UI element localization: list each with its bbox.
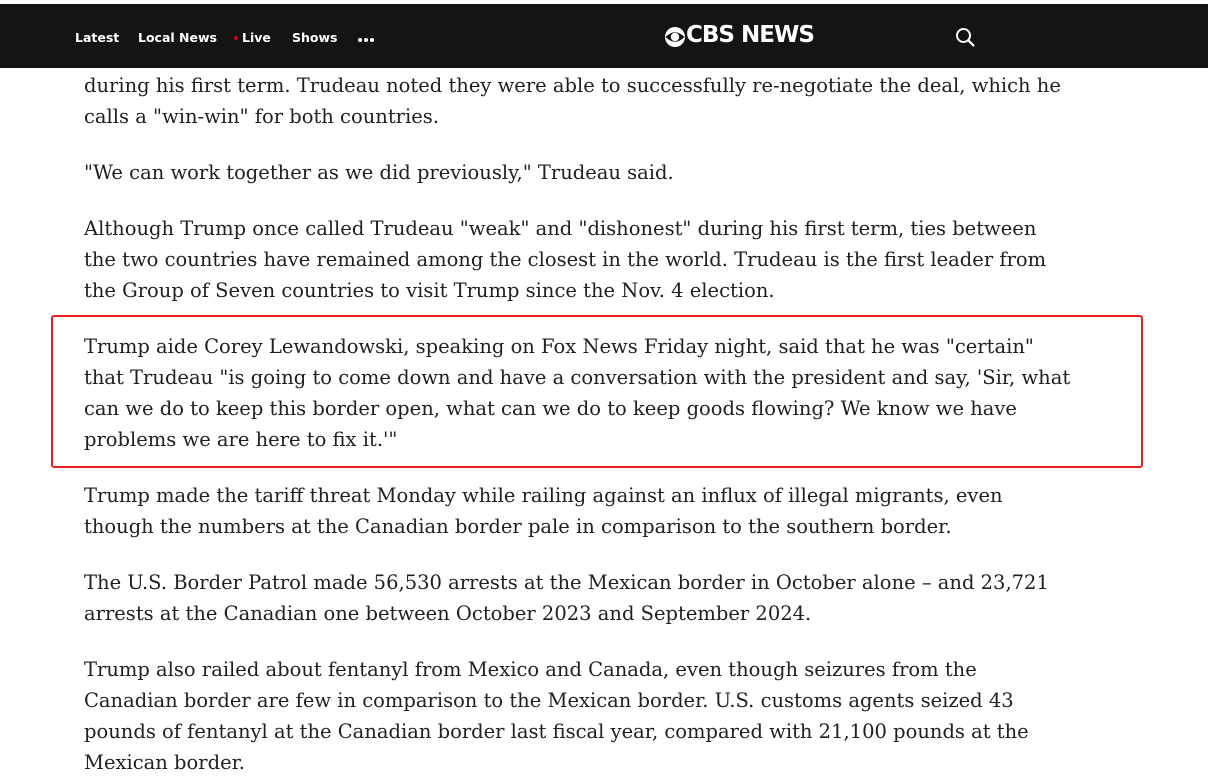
top-navbar [0, 4, 1208, 68]
nav-live[interactable] [234, 4, 271, 68]
nav-local-news[interactable]: Local News [138, 30, 217, 45]
logo-wordmark: CBS NEWS [686, 22, 814, 48]
article-paragraph: The U.S. Border Patrol made 56,530 arrests at the Mexican border in October alone – and 23,721 arrests at the Canadian one between October 2023 and September 2024. [84, 571, 1049, 625]
more-dots-icon[interactable] [358, 4, 378, 68]
article-paragraph-highlighted: Trump aide Corey Lewandowski, speaking on Fox News Friday night, said that he was "certain" that Trudeau "is going to come down and have a conversation with the president and say, 'Sir, what can we do to keep this border open, what can we do to keep goods flowing? We know we have problems we are here to fix it.'" [84, 335, 1071, 451]
nav-shows[interactable]: Shows [292, 30, 338, 45]
nav-live-label: Live [242, 30, 271, 45]
article-paragraph: Trump made the tariff threat Monday while railing against an influx of illegal migrants, even though the numbers at the Canadian border pale in comparison to the southern border. [84, 484, 1003, 538]
article-paragraph: "We can work together as we did previously," Trudeau said. [84, 161, 674, 184]
cbs-news-logo[interactable] [662, 4, 812, 68]
search-icon[interactable] [954, 26, 976, 48]
highlight-box [51, 315, 1143, 468]
cbs-eye-icon [664, 26, 686, 48]
nav-latest[interactable]: Latest [75, 30, 120, 45]
article-paragraph: Trump also railed about fentanyl from Mexico and Canada, even though seizures from the Canadian border are few in comparison to the Mexican border. U.S. customs agents seized 43 pounds of fentanyl at the Canadian border last fiscal year, compared with 21,100 pounds at the Mexican border. [84, 658, 1029, 774]
live-dot-icon [234, 36, 238, 40]
article-paragraph: Although Trump once called Trudeau "weak" and "dishonest" during his first term, ties between the two countries have remained among the closest in the world. Trudeau is the first leader from the Group of Seven countries to visit Trump since the Nov. 4 election. [84, 217, 1047, 302]
article-paragraph: during his first term. Trudeau noted they were able to successfully re-negotiate the deal, which he calls a "win-win" for both countries. [84, 74, 1061, 128]
